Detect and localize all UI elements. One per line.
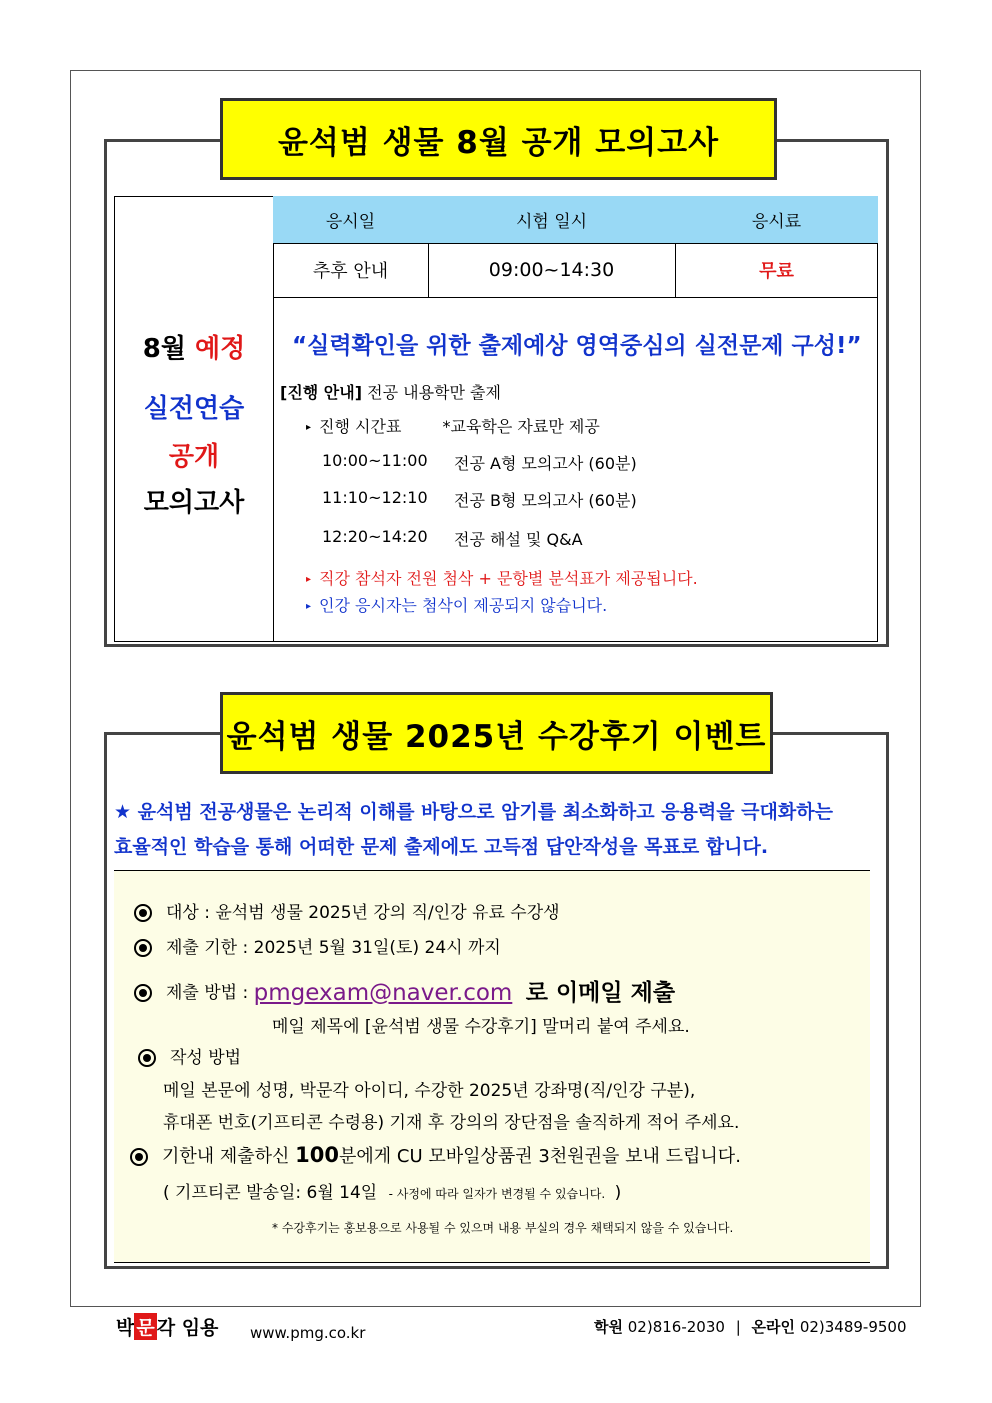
section2-frame-top-left — [104, 732, 222, 735]
schedule-time-3: 12:20~14:20 — [322, 527, 428, 546]
left-scheduled: 예정 — [195, 334, 246, 364]
guide — [280, 380, 501, 403]
reward-row — [130, 1142, 741, 1168]
value-exam-fee: 무료 — [675, 243, 878, 298]
header-exam-date: 응시일 — [273, 196, 429, 244]
reward-text-a: 기한내 제출하신 — [162, 1146, 290, 1167]
schedule-desc-1: 전공 A형 모의고사 (60분) — [454, 454, 637, 473]
contact-info — [594, 1316, 907, 1337]
footnote: * 수강후기는 홍보용으로 사용될 수 있으며 내용 부실의 경우 채택되지 않을 수 있습니다. — [272, 1221, 734, 1235]
schedule-desc-2: 전공 B형 모의고사 (60분) — [454, 491, 637, 510]
intro-line-2: 효율적인 학습을 통해 어떠한 문제 출제에도 고득점 답안작성을 목표로 합니다. — [114, 836, 769, 858]
circle-bullet-icon — [138, 1049, 156, 1067]
section1-frame-top-left — [104, 139, 222, 142]
method-row — [134, 974, 675, 1007]
website-url[interactable]: www.pmg.co.kr — [250, 1324, 366, 1342]
value-exam-date: 추후 안내 — [273, 243, 429, 298]
schedule-desc-3: 전공 해설 및 Q&A — [454, 530, 583, 549]
academy-label: 학원 — [594, 1318, 623, 1336]
logo-char-3: 각 — [156, 1317, 176, 1339]
notice-2-row — [306, 593, 607, 616]
academy-phone: 02)816-2030 — [627, 1318, 725, 1336]
intro-line-1: ★ 윤석범 전공생물은 논리적 이해를 바탕으로 암기를 최소화하고 응용력을 극대화하는 — [114, 801, 833, 823]
value-exam-time: 09:00~14:30 — [428, 243, 676, 298]
logo-suffix: 임용 — [175, 1317, 219, 1339]
method-label: 제출 방법 : — [166, 983, 249, 1003]
schedule-time-1: 10:00~11:00 — [322, 451, 428, 470]
circle-bullet-icon — [134, 939, 152, 957]
circle-bullet-icon — [134, 904, 152, 922]
deadline-row — [134, 933, 501, 958]
left-line-4: 모의고사 — [143, 488, 245, 518]
gift-close: ) — [614, 1183, 622, 1203]
notice-1: 직강 참석자 전원 첨삭 + 문항별 분석표가 제공됩니다. — [319, 569, 698, 588]
triangle-bullet-icon: ▸ — [306, 422, 312, 433]
left-month: 8월 — [142, 334, 186, 364]
email-link[interactable]: pmgexam@naver.com — [253, 980, 513, 1006]
gift-date: ( 기프티콘 발송일: 6월 14일 — [163, 1183, 378, 1203]
guide-label: [진행 안내] — [280, 383, 363, 402]
write-row — [138, 1043, 241, 1068]
circle-bullet-icon — [134, 984, 152, 1002]
headline: “실력확인을 위한 출제예상 영역중심의 실전문제 구성!” — [292, 333, 862, 359]
schedule-time-2: 11:10~12:10 — [322, 488, 428, 507]
target-text: 대상 : 윤석범 생물 2025년 강의 직/인강 유료 수강생 — [166, 903, 560, 923]
logo-char-2: 문 — [134, 1313, 156, 1340]
pmg-logo — [116, 1313, 218, 1340]
method-suffix: 로 이메일 제출 — [525, 980, 676, 1006]
contact-separator: | — [735, 1318, 741, 1336]
write-line-1: 메일 본문에 성명, 박문각 아이디, 수강한 2025년 강좌명(직/인강 구분), — [163, 1081, 696, 1101]
notice-1-row — [306, 566, 698, 589]
header-exam-fee: 응시료 — [675, 196, 878, 244]
online-phone: 02)3489-9500 — [799, 1318, 907, 1336]
gift-note: - 사정에 따라 일자가 변경될 수 있습니다. — [388, 1187, 606, 1201]
reward-count: 100 — [295, 1143, 340, 1167]
schedule-title: 진행 시간표 — [319, 417, 402, 436]
section2-title: 윤석범 생물 2025년 수강후기 이벤트 — [220, 692, 773, 774]
reward-text-c: 분에게 CU 모바일상품권 3천원권을 보내 드립니다. — [339, 1146, 741, 1167]
write-label: 작성 방법 — [170, 1048, 242, 1068]
section1-frame-top-right — [775, 139, 889, 142]
header-exam-time: 시험 일시 — [428, 196, 676, 244]
gift-row — [163, 1178, 621, 1203]
method-sub: 메일 제목에 [윤석범 생물 수강후기] 말머리 붙여 주세요. — [272, 1017, 690, 1037]
triangle-bullet-icon: ▸ — [306, 601, 312, 612]
deadline-text: 제출 기한 : 2025년 5월 31일(토) 24시 까지 — [166, 938, 501, 958]
schedule-title-row — [306, 414, 600, 437]
guide-text: 전공 내용학만 출제 — [367, 383, 501, 402]
circle-bullet-icon — [130, 1148, 148, 1166]
schedule-note: *교육학은 자료만 제공 — [442, 417, 600, 436]
triangle-bullet-icon: ▸ — [306, 574, 312, 585]
notice-2: 인강 응시자는 첨삭이 제공되지 않습니다. — [319, 596, 608, 615]
write-line-2: 휴대폰 번호(기프티콘 수령용) 기재 후 강의의 장단점을 솔직하게 적어 주세요. — [163, 1113, 740, 1133]
target-row — [134, 898, 560, 923]
intro — [114, 795, 884, 865]
online-label: 온라인 — [751, 1318, 796, 1336]
logo-char-1: 박 — [116, 1317, 135, 1339]
left-line-1 — [114, 328, 274, 365]
left-line-2: 실전연습 — [143, 394, 245, 424]
section2-frame-top-right — [771, 732, 889, 735]
left-line-3: 공개 — [168, 442, 220, 472]
section1-title: 윤석범 생물 8월 공개 모의고사 — [220, 98, 777, 180]
